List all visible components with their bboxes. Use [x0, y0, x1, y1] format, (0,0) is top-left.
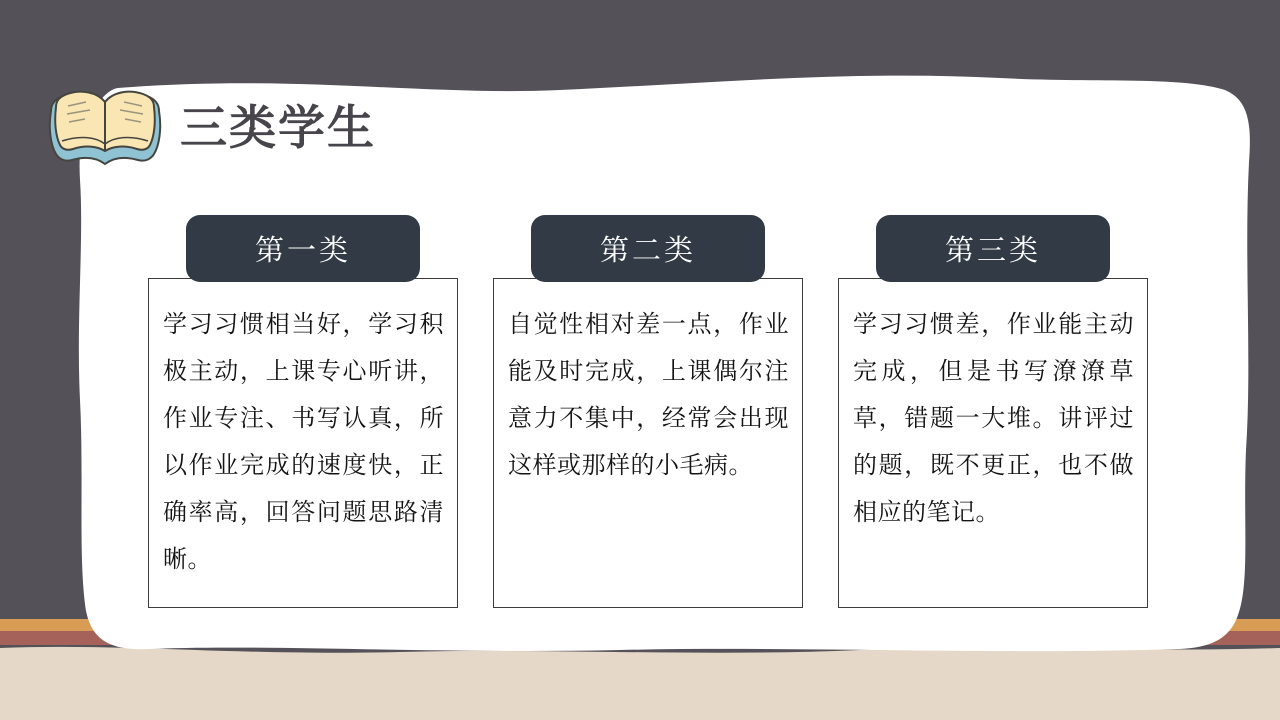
category-box-1 — [148, 278, 458, 608]
category-description-1: 学习习惯相当好，学习积极主动，上课专心听讲，作业专注、书写认真，所以作业完成的速度快，正确率高，回答问题思路清晰。 — [163, 312, 444, 573]
category-box-3 — [838, 278, 1148, 608]
slide-header — [44, 84, 376, 172]
page-title: 三类学生 — [180, 101, 376, 154]
category-tab-2: 第二类 — [531, 215, 765, 282]
category-description-3: 学习习惯差，作业能主动完成，但是书写潦潦草草，错题一大堆。讲评过的题，既不更正，也不做相应的笔记。 — [853, 312, 1134, 526]
category-column-3 — [838, 215, 1148, 608]
category-box-2 — [493, 278, 803, 608]
category-tab-3: 第三类 — [876, 215, 1110, 282]
open-book-icon — [44, 84, 166, 172]
category-column-1 — [148, 215, 458, 608]
category-column-2 — [493, 215, 803, 608]
category-description-2: 自觉性相对差一点，作业能及时完成，上课偶尔注意力不集中，经常会出现这样或那样的小毛病。 — [508, 312, 789, 479]
category-tab-1: 第一类 — [186, 215, 420, 282]
